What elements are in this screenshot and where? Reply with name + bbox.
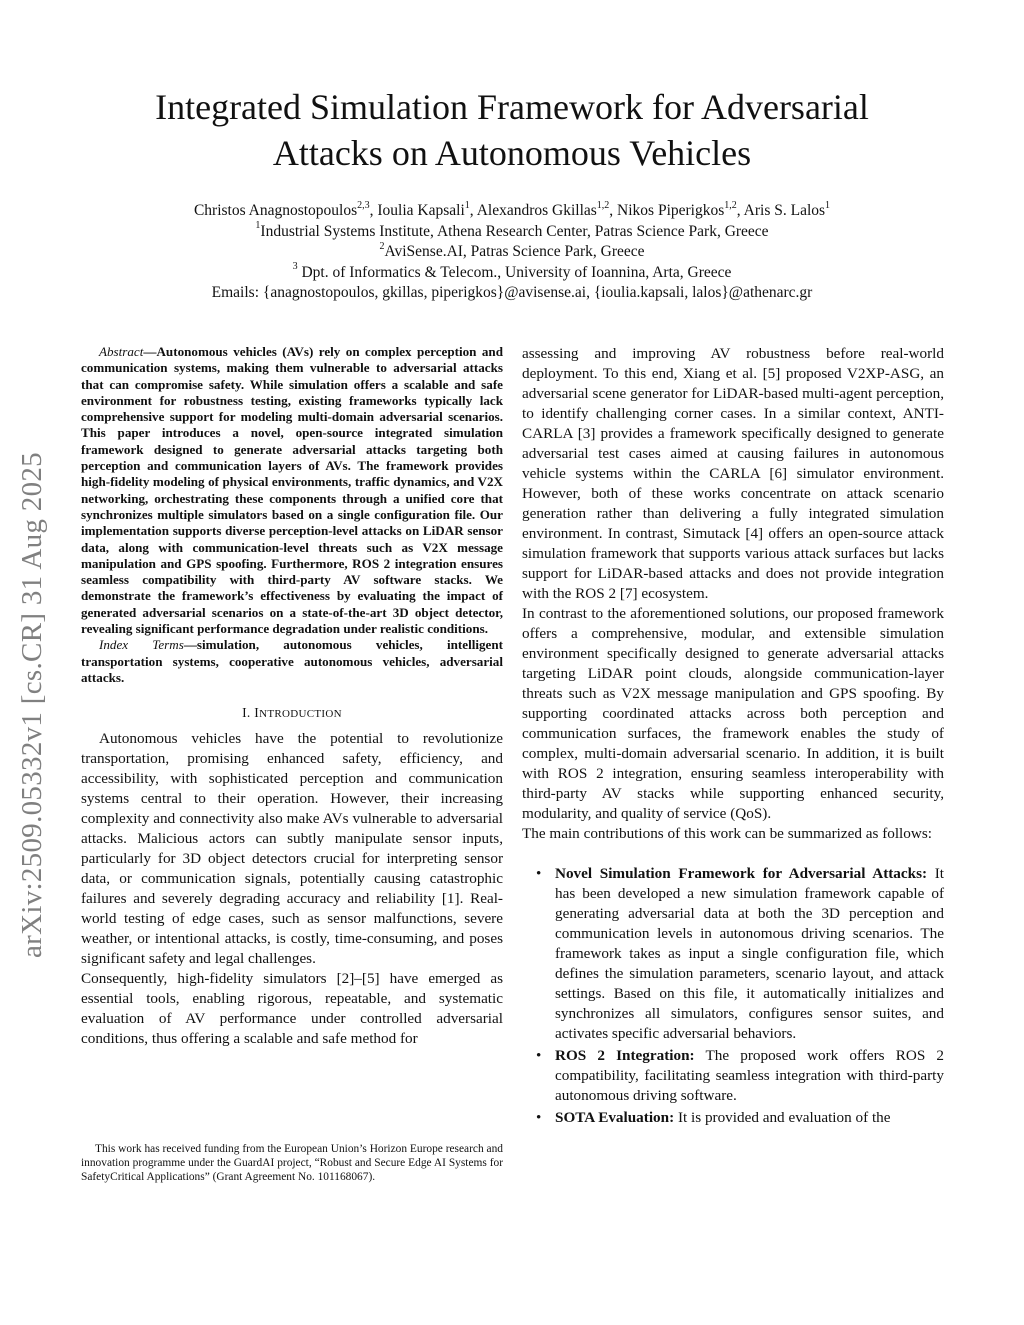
body-paragraph: In contrast to the aforementioned solutions, our proposed framework offers a comprehensive, modular, and extensible simulation environment specifically designed to generate adversarial attacks targeting LiDAR point clouds, alongside communication-layer threats such as V2X message manipulation and GPS spoofing. By supporting coordinated attacks across both perception and communication surfaces, the framework enables the study of complex, multi-domain adversarial scenario. In addition, it is built with ROS 2 integration, ensuring seamless interoperability with third-party AV stacks while supporting enhanced security, modularity, and quality of service (QoS). — [522, 605, 944, 822]
list-item: • Novel Simulation Framework for Adversarial Attacks: It has been developed a new simulation framework capable of generating adversarial data at both the 3D perception and communication levels in autonomous driving scenarios. The framework takes as input a single configuration file, which defines the simulation parameters, scenario layout, and attack settings. Based on this file, it automatically initializes and synchronizes all simulators, configures sensor suites, and activates specific adversarial behaviors. — [536, 865, 944, 1042]
list-item: • SOTA Evaluation: It is provided and evaluation of the — [536, 1109, 891, 1126]
intro-paragraph: Consequently, high-fidelity simulators [2]–[5] have emerged as essential tools, enabling rigorous, repeatable, and systematic evaluation of AV performance under controlled adversarial conditions, thus offering a scalable and safe method for — [81, 970, 503, 1048]
email-line: Emails: {anagnostopoulos, gkillas, piperigkos}@avisense.ai, {ioulia.kapsali, lalos}@athenarc.gr — [211, 284, 813, 301]
affiliation: $^2$AviSense.AI, Patras Science Park, Greece — [379, 240, 645, 260]
title-line-1: Integrated Simulation Framework for Adversarial — [155, 87, 869, 127]
bullet: • — [536, 865, 542, 882]
bullet: • — [536, 1109, 542, 1126]
index-terms-label: Index Terms — [99, 637, 184, 653]
author-list — [80, 201, 944, 222]
arxiv-identifier[interactable]: arXiv:2509.05332v1 [cs.CR] 31 Aug 2025 — [16, 452, 48, 958]
author: Christos Anagnostopoulos$^{2,3}$, — [193, 199, 378, 219]
abstract-text: —Autonomous vehicles (AVs) rely on complex perception and communication systems, making them vulnerable to adversarial attacks that can compromise safety. While simulation offers a scalable and safe environment for robustness testing, existing frameworks typically lack comprehensive support for modeling multi-domain adversarial scenarios. This paper introduces a novel, open-source integrated simulation framework designed to generate adversarial attacks targeting both perception and communication layers of AVs. The framework provides high-fidelity modeling of physical environments, traffic dynamics, and V2X networking, orchestrating these components through a unified core that synchronizes multiple simulators based on a single configuration file. Our implementation supports diverse perception-level attacks on LiDAR sensor data, along with communication-level threats such as V2X message manipulation and GPS spoofing. Furthermore, ROS 2 integration ensures seamless compatibility with third-party AV software stacks. We demonstrate the framework’s effectiveness by evaluating the impact of generated adversarial scenarios on a state-of-the-art 3D object detector, revealing significant performance degradation under realistic conditions. — [81, 344, 503, 637]
author: Ioulia Kapsali$^1$, — [377, 199, 477, 219]
author: Nikos Piperigkos$^{1,2}$, — [617, 199, 744, 219]
funding-footnote: This work has received funding from the European Union’s Horizon Europe research and innovation programme under the GuardAI project, “Robust and Secure Edge AI Systems for SafetyCritical Applications” (Grant Agreement No. 101168067). — [81, 1143, 503, 1184]
abstract-label: Abstract — [99, 344, 144, 359]
section-heading-introduction: I. INTRODUCTION — [242, 705, 342, 721]
body-paragraph: The main contributions of this work can be summarized as follows: — [522, 825, 932, 842]
author-block — [80, 201, 944, 304]
affiliation: $^3$ Dpt. of Informatics & Telecom., University of Ioannina, Arta, Greece — [292, 261, 732, 281]
contributions-list — [522, 864, 944, 1128]
title-line-2: Attacks on Autonomous Vehicles — [272, 133, 752, 173]
list-item: • ROS 2 Integration: The proposed work offers ROS 2 compatibility, facilitating seamless integration with third-party autonomous driving software. — [536, 1047, 945, 1104]
left-column — [81, 344, 503, 1049]
index-terms — [81, 637, 503, 686]
index-terms-text: —simulation, autonomous vehicles, intelligent transportation systems, cooperative autonomous vehicles, adversarial attacks. — [81, 637, 504, 685]
intro-paragraph: Autonomous vehicles have the potential to revolutionize transportation, promising enhanced safety, efficiency, and accessibility, with sophisticated perception and communication systems central to their operation. However, their increasing complexity and connectivity also make AVs vulnerable to adversarial attacks. Malicious actors can subtly manipulate sensor inputs, particularly for 3D object detectors crucial for interpreting sensor data, or communication signals, potentially causing catastrophic failures and severely degrading accuracy and reliability [1]. Real-world testing of edge cases, such as sensor malfunctions, severe weather, or intentional attacks, is costly, time-consuming, and poses significant safety and legal challenges. — [81, 730, 503, 968]
paper-title — [100, 84, 924, 176]
bullet: • — [536, 1047, 542, 1064]
author: Alexandros Gkillas$^{1,2}$, — [476, 199, 618, 219]
right-column — [522, 344, 944, 1130]
affiliation: $^1$Industrial Systems Institute, Athena Research Center, Patras Science Park, Greece — [255, 220, 769, 240]
author: Aris S. Lalos$^1$ — [743, 199, 831, 219]
abstract — [81, 344, 503, 637]
body-paragraph: assessing and improving AV robustness before real-world deployment. To this end, Xiang et al. [5] proposed V2XP-ASG, an adversarial scene generator for LiDAR-based multi-agent perception, to identify challenging corner cases. In a similar context, ANTI-CARLA [3] provides a framework specifically designed to generate adversarial test cases aimed at causing failures in autonomous vehicle systems within the CARLA [6] simulator environment. However, both of these works concentrate on attack scenario generation rather than delivering a fully integrated simulation environment. In contrast, Simutack [4] offers an open-source attack simulation framework that supports various attack surfaces but lacks support for LiDAR-based attacks and does not provide integration with the ROS 2 [7] ecosystem. — [522, 345, 944, 602]
